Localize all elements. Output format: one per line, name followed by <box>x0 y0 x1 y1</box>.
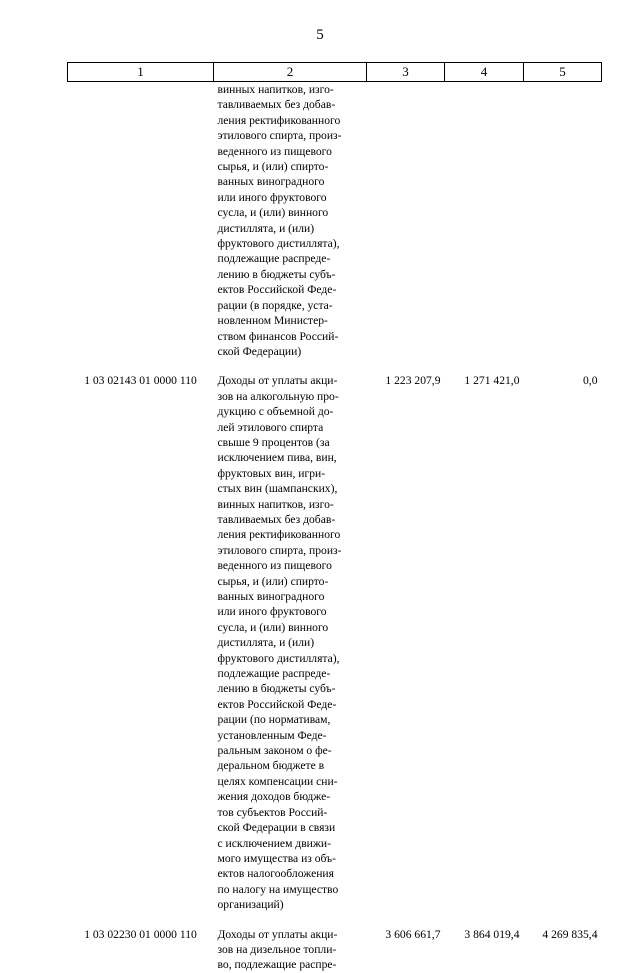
column-header-5: 5 <box>524 63 602 82</box>
row-value-col4: 3 864 019,4 <box>464 927 520 941</box>
table-row <box>68 373 602 912</box>
row-description: Доходы от уплаты акци- зов на дизельное топли- во, подлежащие распре- <box>217 927 338 972</box>
row-value-col3: 3 606 661,7 <box>385 927 441 941</box>
column-header-3: 3 <box>367 63 445 82</box>
row-code: 1 03 02143 01 0000 110 <box>84 374 197 388</box>
row-value-col5: 4 269 835,4 <box>542 927 598 941</box>
row-code: 1 03 02230 01 0000 110 <box>84 927 197 941</box>
column-header-2: 2 <box>214 63 367 82</box>
row-description: Доходы от уплаты акци- зов на алкогольную про- дукцию с объемной до- лей этилового спирта свыше 9 процентов (за исключением пива, вин, фруктовых вин, игри- стых вин (шампанских), винных напитков, изго- тавливаемых без добав- ления ректификованного этилового спирта, произ- веденного из пищевого сырья, и (или) спирто- ванных виноградного или иного фруктового сусла, и (или) винного дистиллята, и (или) фруктового дистиллята), подлежащие распреде- лению в бюджеты субъ- ектов Российской Феде- рации (по нормативам, установленным Феде- ральным законом о фе- деральном бюджете в целях компенсации сни- жения доходов бюдже- тов субъектов Россий- ской Федерации в связи с исключением движи- мого имущества из объ- ектов налогообложения по налогу на имущество организаций) <box>217 374 342 912</box>
row-code <box>68 82 214 360</box>
page-number: 5 <box>316 27 324 43</box>
row-value-col3: 1 223 207,9 <box>385 374 441 388</box>
row-spacer <box>68 359 602 373</box>
table-header-row <box>68 63 602 82</box>
column-header-1: 1 <box>68 63 214 82</box>
budget-table <box>67 62 602 973</box>
row-value-col4 <box>445 82 524 360</box>
row-value-col4: 1 271 421,0 <box>464 374 520 388</box>
row-value-col3 <box>367 82 445 360</box>
row-description: винных напитков, изго- тавливаемых без добав- ления ректификованного этилового спирта, произ- веденного из пищевого сырья, и (или) спирто- ванных виноградного или иного фруктового сусла, и (или) винного дистиллята, и (или) фруктового дистиллята), подлежащие распреде- лению в бюджеты субъ- ектов Российской Феде- рации (в порядке, уста- новленном Министер- ством финансов Россий- ской Федерации) <box>217 83 342 358</box>
row-spacer <box>68 913 602 927</box>
table-row <box>68 82 602 360</box>
table-row <box>68 927 602 973</box>
row-value-col5: 0,0 <box>583 374 598 388</box>
row-value-col5 <box>524 82 602 360</box>
column-header-4: 4 <box>445 63 524 82</box>
